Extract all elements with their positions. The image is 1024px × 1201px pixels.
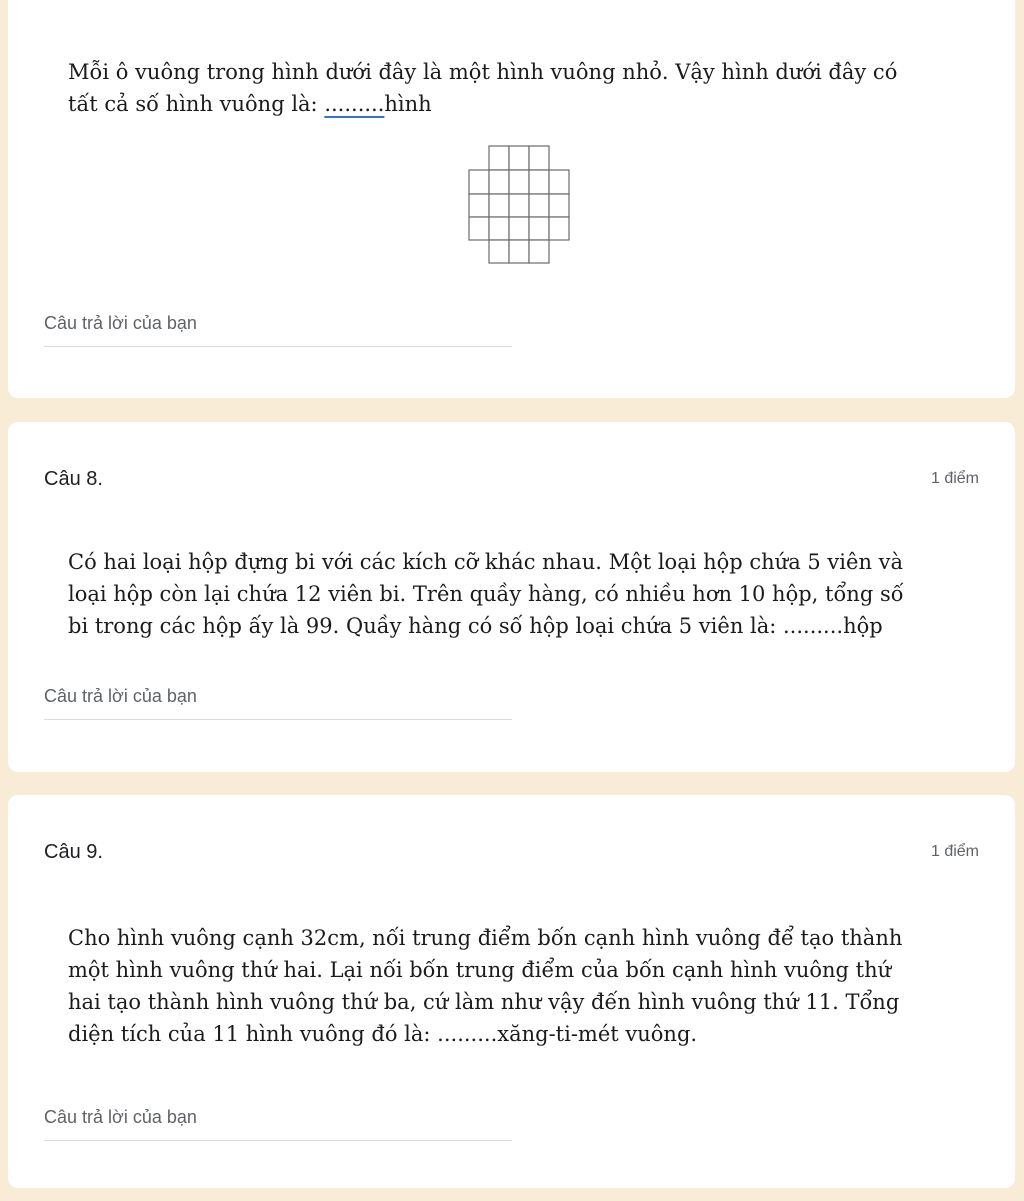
- question-card-9: [8, 795, 1015, 1188]
- answer-input[interactable]: [44, 686, 512, 720]
- grid-cell: [509, 240, 529, 263]
- question-line: bi trong các hộp ấy là 99. Quầy hàng có số hộp loại chứa 5 viên là: .........hộp: [68, 614, 883, 638]
- question-line: loại hộp còn lại chứa 12 viên bi. Trên quầy hàng, có nhiều hơn 10 hộp, tổng số: [68, 582, 904, 606]
- question-text: [68, 922, 988, 1050]
- question-text: [68, 56, 988, 120]
- grid-cell: [509, 170, 529, 194]
- question-line: Có hai loại hộp đựng bi với các kích cỡ khác nhau. Một loại hộp chứa 5 viên và: [68, 550, 904, 574]
- question-line: [68, 88, 988, 120]
- grid-cell: [529, 170, 549, 194]
- grid-cell: [469, 194, 489, 217]
- question-card-7: [8, 0, 1015, 398]
- grid-cell: [529, 217, 549, 240]
- grid-cell: [549, 170, 569, 194]
- grid-cell: [469, 170, 489, 194]
- grid-cell: [529, 240, 549, 263]
- grid-cell: [489, 146, 509, 170]
- points-label: 1 điểm: [930, 470, 979, 487]
- answer-input[interactable]: [44, 1107, 512, 1141]
- question-line: diện tích của 11 hình vuông đó là: .........xăng-ti-mét vuông.: [68, 1022, 698, 1046]
- grid-cell: [549, 194, 569, 217]
- points-label: 1 điểm: [930, 843, 979, 860]
- answer-input[interactable]: [44, 313, 512, 347]
- question-text: [68, 546, 988, 642]
- question-line: Mỗi ô vuông trong hình dưới đây là một hình vuông nhỏ. Vậy hình dưới đây có: [68, 60, 898, 84]
- grid-cell: [489, 194, 509, 217]
- question-card-8: [8, 422, 1015, 772]
- question-line: hai tạo thành hình vuông thứ ba, cứ làm như vậy đến hình vuông thứ 11. Tổng: [68, 990, 900, 1014]
- grid-cell: [529, 146, 549, 170]
- grid-cell: [549, 217, 569, 240]
- grid-cell: [509, 217, 529, 240]
- grid-cell: [509, 146, 529, 170]
- grid-cell: [509, 194, 529, 217]
- grid-cell: [489, 240, 509, 263]
- answer-blank: .........: [324, 92, 385, 116]
- grid-cell: [529, 194, 549, 217]
- square-grid-figure: [468, 145, 572, 265]
- question-line-start: tất cả số hình vuông là:: [68, 92, 325, 116]
- question-line-suffix: hình: [384, 92, 432, 116]
- grid-cell: [469, 217, 489, 240]
- grid-cell: [489, 170, 509, 194]
- question-line: Cho hình vuông cạnh 32cm, nối trung điểm bốn cạnh hình vuông để tạo thành: [68, 926, 903, 950]
- question-line: một hình vuông thứ hai. Lại nối bốn trung điểm của bốn cạnh hình vuông thứ: [68, 958, 892, 982]
- question-number: Câu 9.: [44, 841, 103, 863]
- question-number: Câu 8.: [44, 468, 103, 490]
- grid-cell: [489, 217, 509, 240]
